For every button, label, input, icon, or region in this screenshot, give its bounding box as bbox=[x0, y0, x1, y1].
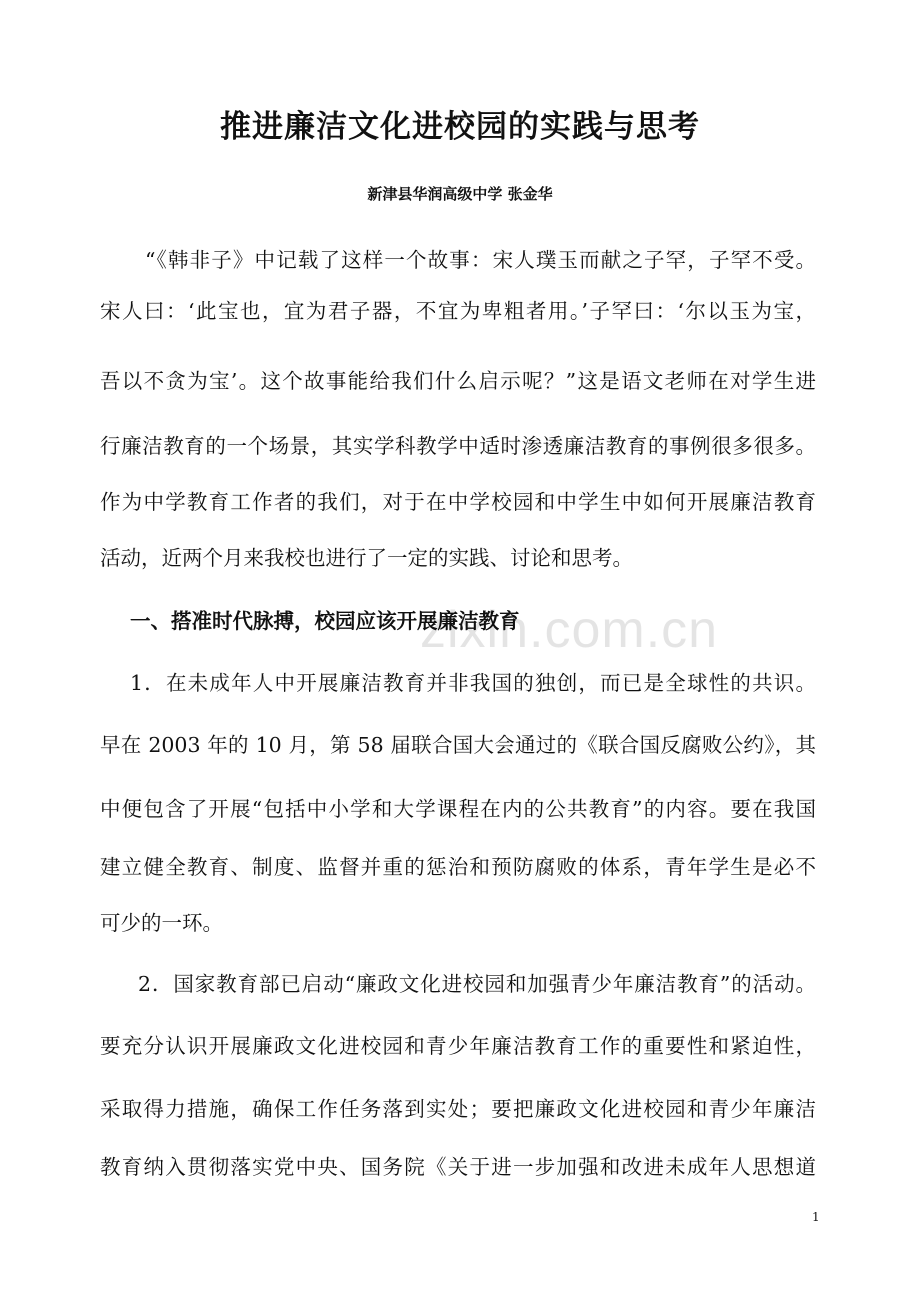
author-line: 新津县华润高级中学 张金华 bbox=[367, 185, 553, 203]
paragraph-line: 要充分认识开展廉政文化进校园和青少年廉洁教育工作的重要性和紧迫性， bbox=[100, 1034, 816, 1058]
paragraph-line: 1．在未成年人中开展廉洁教育并非我国的独创，而已是全球性的共识。 bbox=[130, 671, 816, 695]
paragraph-line: 早在 2003 年的 10 月，第 58 届联合国大会通过的《联合国反腐败公约》，其 bbox=[100, 733, 816, 757]
paragraph-line: 教育纳入贯彻落实党中央、国务院《关于进一步加强和改进未成年人思想道 bbox=[100, 1155, 816, 1179]
paragraph-line: “《韩非子》中记载了这样一个故事：宋人璞玉而献之子罕，子罕不受。 bbox=[145, 248, 816, 272]
document-title: 推进廉洁文化进校园的实践与思考 bbox=[220, 109, 700, 145]
paragraph-line: 可少的一环。 bbox=[100, 911, 223, 935]
paragraph-line: 建立健全教育、制度、监督并重的惩治和预防腐败的体系，青年学生是必不 bbox=[100, 855, 816, 879]
paragraph-line: 活动，近两个月来我校也进行了一定的实践、讨论和思考。 bbox=[100, 546, 633, 570]
paragraph-line: 行廉洁教育的一个场景，其实学科教学中适时渗透廉洁教育的事例很多很多。 bbox=[100, 434, 816, 458]
paragraph-line: 作为中学教育工作者的我们，对于在中学校园和中学生中如何开展廉洁教育 bbox=[100, 490, 816, 514]
paragraph-line: 采取得力措施，确保工作任务落到实处；要把廉政文化进校园和青少年廉洁 bbox=[100, 1097, 816, 1121]
paragraph-line: 宋人曰：‘此宝也，宜为君子器，不宜为卑粗者用。’子罕曰：‘尔以玉为宝， bbox=[100, 299, 816, 323]
section-heading: 一、搭准时代脉搏，校园应该开展廉洁教育 bbox=[130, 609, 520, 633]
watermark-text: zixin.com.cn bbox=[420, 601, 719, 659]
page-number: 1 bbox=[812, 1210, 820, 1224]
paragraph-line: 中便包含了开展“包括中小学和大学课程在内的公共教育”的内容。要在我国 bbox=[100, 797, 816, 821]
paragraph-line: 2．国家教育部已启动“廉政文化进校园和加强青少年廉洁教育”的活动。 bbox=[138, 972, 816, 996]
paragraph-line: 吾以不贪为宝’。这个故事能给我们什么启示呢？”这是语文老师在对学生进 bbox=[100, 369, 816, 393]
